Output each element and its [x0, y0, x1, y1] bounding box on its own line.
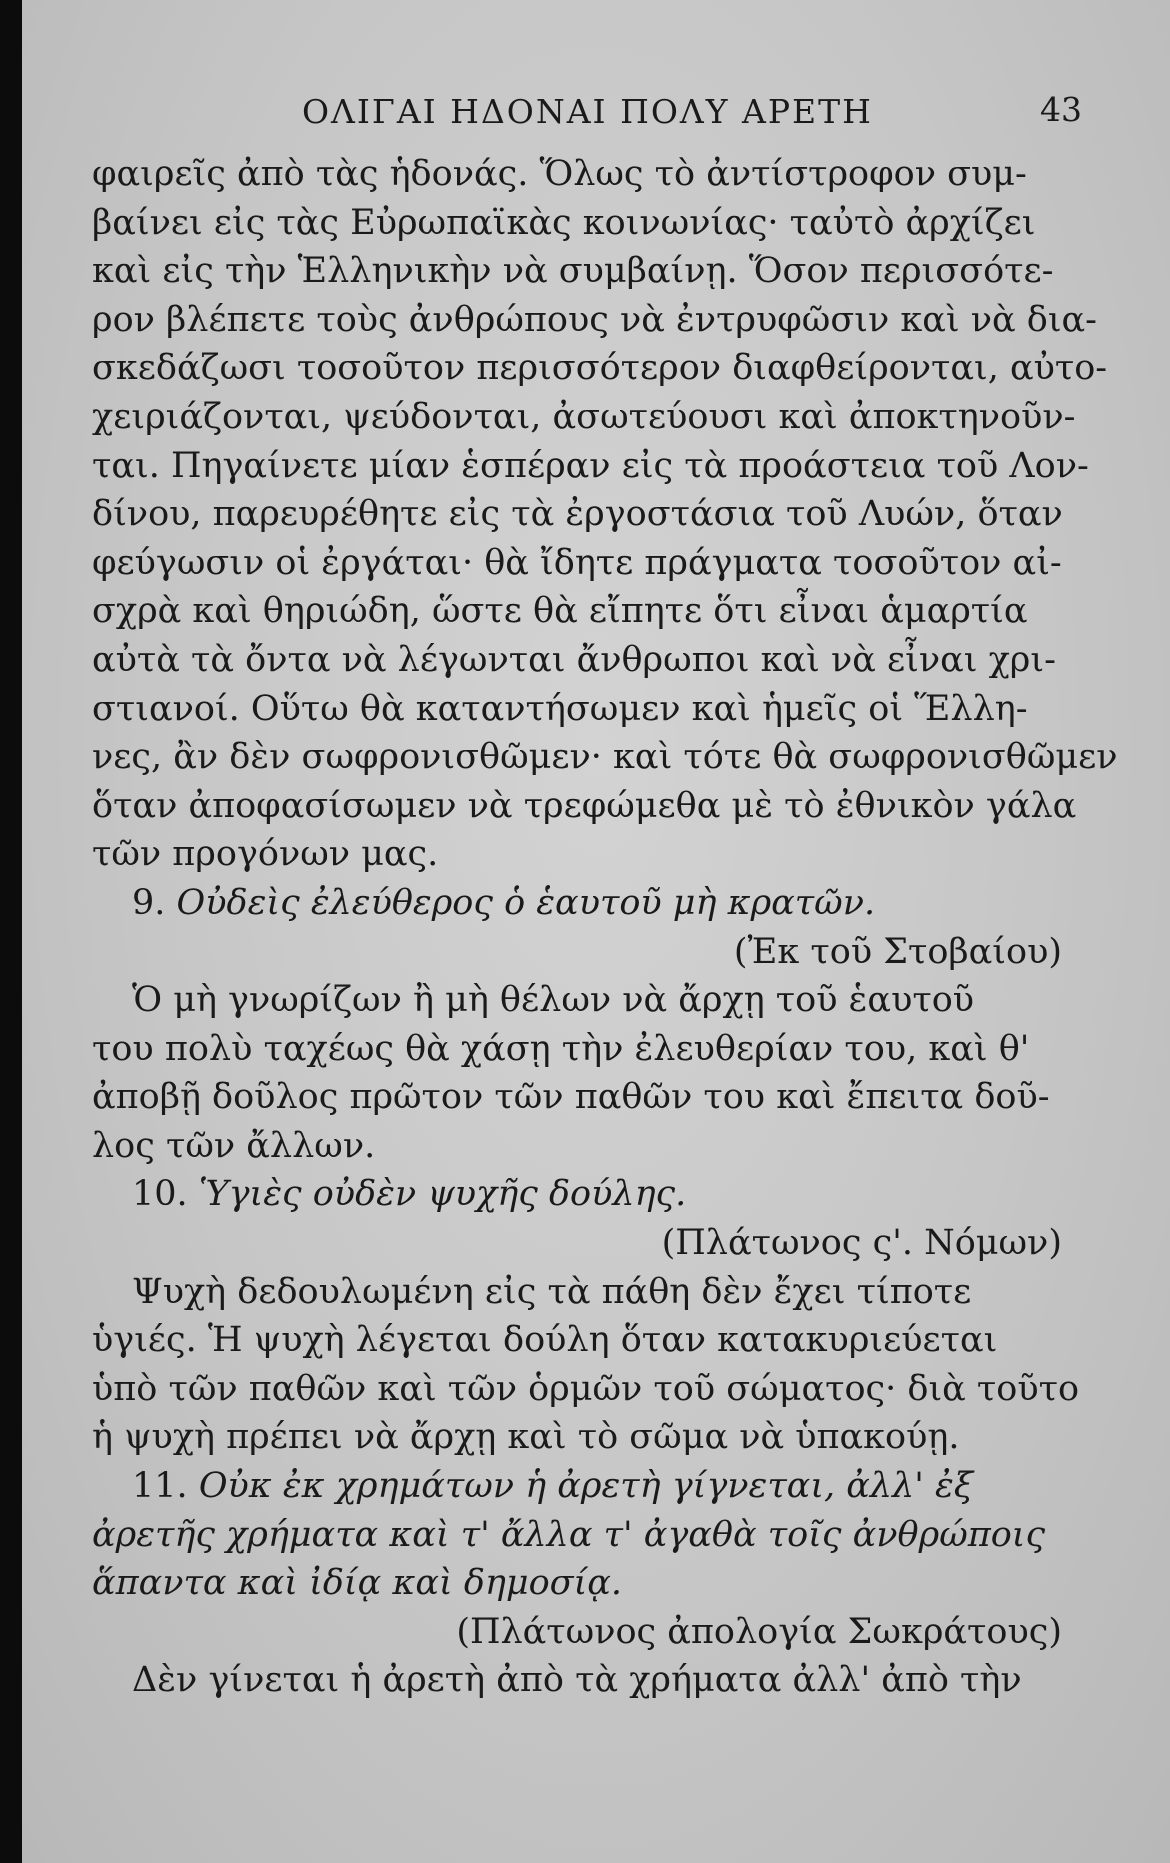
text-line: σχρὰ καὶ θηριώδη, ὥστε θὰ εἴπητε ὅτι εἶναι ἁμαρτία [92, 591, 1028, 632]
section-heading-10 [92, 1170, 1082, 1219]
section-number: 11. [132, 1466, 188, 1507]
text-line: νες, ἂν δὲν σωφρονισθῶμεν· καὶ τότε θὰ σωφρονισθῶμεν [92, 737, 1118, 778]
section-title-continued: ἀρετῆς χρήματα καὶ τ' ἄλλα τ' ἀγαθὰ τοῖς ἀνθρώποις [92, 1514, 1046, 1555]
text-line: δίνου, παρευρέθητε εἰς τὰ ἐργοστάσια τοῦ Λυών, ὅταν [92, 494, 1063, 535]
section-number: 9. [132, 882, 166, 923]
text-line: ὑγιές. Ἡ ψυχὴ λέγεται δούλη ὅταν κατακυριεύεται [92, 1320, 998, 1361]
text-line: αὐτὰ τὰ ὄντα νὰ λέγωνται ἄνθρωποι καὶ νὰ εἶναι χρι- [92, 639, 1056, 680]
text-line: ὅταν ἀποφασίσωμεν νὰ τρεφώμεθα μὲ τὸ ἐθνικὸν γάλα [92, 785, 1077, 826]
text-line: φεύγωσιν οἱ ἐργάται· θὰ ἴδητε πράγματα τοσοῦτον αἰ- [92, 542, 1062, 583]
section-source: (Ἐκ τοῦ Στοβαίου) [733, 931, 1062, 972]
text-line: ρον βλέπετε τοὺς ἀνθρώπους νὰ ἐντρυφῶσιν καὶ νὰ δια- [92, 299, 1098, 340]
text-line: του πολὺ ταχέως θὰ χάσῃ τὴν ἐλευθερίαν του, καὶ θ' [92, 1028, 1030, 1069]
text-line: βαίνει εἰς τὰς Εὐρωπαϊκὰς κοινωνίας· ταὐτὸ ἀρχίζει [92, 202, 1036, 243]
section-title: Οὐκ ἐκ χρημάτων ἡ ἀρετὴ γίγνεται, ἀλλ' ἐξ [198, 1466, 974, 1507]
running-head: ΟΛΙΓΑΙ ΗΔΟΝΑΙ ΠΟΛΥ ΑΡΕΤΗ [302, 92, 873, 131]
text-line: Ὁ μὴ γνωρίζων ἢ μὴ θέλων νὰ ἄρχῃ τοῦ ἑαυτοῦ [132, 980, 975, 1021]
text-line: Δὲν γίνεται ἡ ἀρετὴ ἀπὸ τὰ χρήματα ἀλλ' ἀπὸ τὴν [132, 1660, 1022, 1701]
section-title: Οὐδεὶς ἐλεύθερος ὁ ἑαυτοῦ μὴ κρατῶν. [176, 882, 876, 923]
text-line: χειριάζονται, ψεύδονται, ἀσωτεύουσι καὶ ἀποκτηνοῦν- [92, 396, 1076, 437]
section-heading-9 [92, 879, 1082, 928]
text-line: στιανοί. Οὕτω θὰ καταντήσωμεν καὶ ἡμεῖς οἱ Ἕλλη- [92, 688, 1028, 729]
section-title-continued: ἅπαντα καὶ ἰδίᾳ καὶ δημοσίᾳ. [92, 1563, 623, 1604]
section-number: 10. [132, 1174, 188, 1215]
text-line: λος τῶν ἄλλων. [92, 1125, 376, 1166]
section-heading-11 [92, 1462, 1082, 1511]
section-source: (Πλάτωνος ἀπολογία Σωκράτους) [456, 1611, 1062, 1652]
text-line: φαιρεῖς ἀπὸ τὰς ἡδονάς. Ὅλως τὸ ἀντίστροφον συμ- [92, 154, 1027, 194]
section-source: (Πλάτωνος ς'. Νόμων) [661, 1223, 1062, 1264]
section-title: Ὑγιὲς οὐδὲν ψυχῆς δούλης. [198, 1174, 687, 1215]
page-number: 43 [1040, 90, 1082, 129]
text-line: τῶν προγόνων μας. [92, 834, 439, 875]
text-line: ται. Πηγαίνετε μίαν ἑσπέραν εἰς τὰ προάστεια τοῦ Λον- [92, 445, 1089, 486]
page-text [92, 150, 1118, 1705]
text-line: σκεδάζωσι τοσοῦτον περισσότερον διαφθείρονται, αὐτο- [92, 348, 1108, 389]
text-line: ὑπὸ τῶν παθῶν καὶ τῶν ὁρμῶν τοῦ σώματος· διὰ τοῦτο [92, 1368, 1080, 1409]
text-line: ἀποβῇ δοῦλος πρῶτον τῶν παθῶν του καὶ ἔπειτα δοῦ- [92, 1077, 1050, 1118]
text-line: Ψυχὴ δεδουλωμένη εἰς τὰ πάθη δὲν ἔχει τίποτε [132, 1271, 972, 1312]
text-line: καὶ εἰς τὴν Ἑλληνικὴν νὰ συμβαίνῃ. Ὅσον περισσότε- [92, 251, 1054, 292]
text-line: ἡ ψυχὴ πρέπει νὰ ἄρχῃ καὶ τὸ σῶμα νὰ ὑπακούῃ. [92, 1417, 960, 1458]
book-page [22, 0, 1170, 1863]
